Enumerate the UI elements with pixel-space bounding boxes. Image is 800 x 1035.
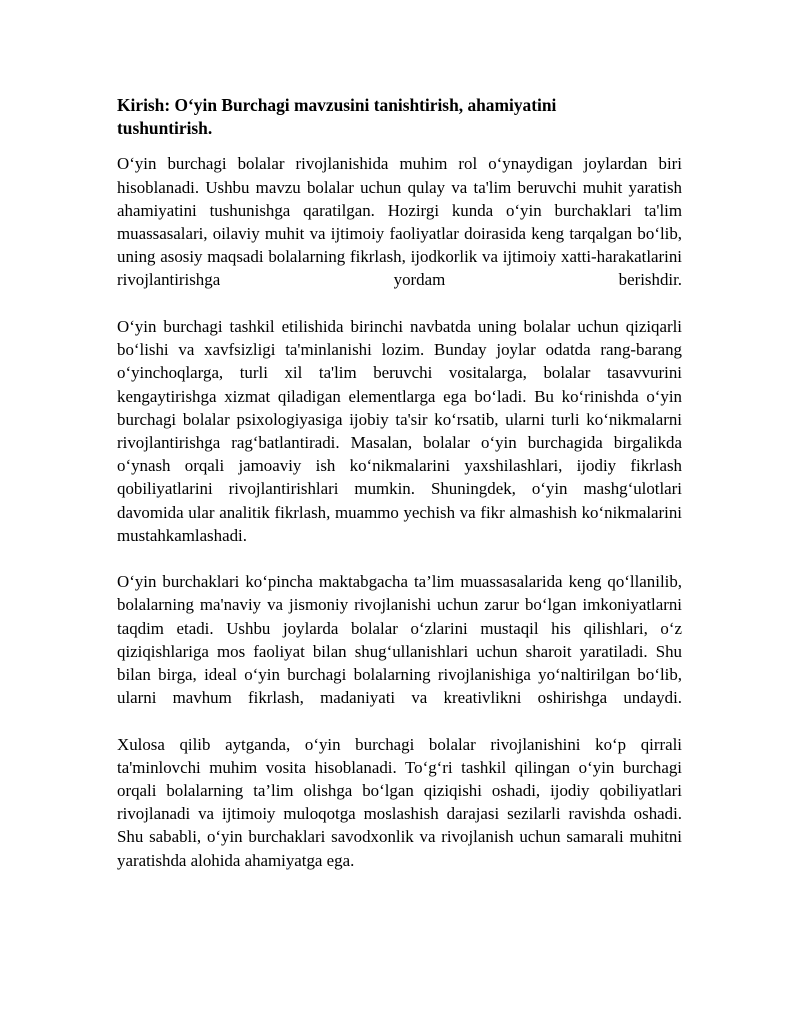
document-heading: Kirish: O‘yin Burchagi mavzusini tanishtirish, ahamiyatini tushuntirish. — [117, 95, 557, 139]
paragraph-introduction: O‘yin burchagi bolalar rivojlanishida muhim rol o‘ynaydigan joylardan biri hisoblanadi. Ushbu mavzu bolalar uchun qulay va ta'lim beruvchi muhit yaratish ahamiyatini tushunishga qaratilgan. Hozirgi kunda o‘yin burchaklari ta'lim muassasalari, oilaviy muhit va ijtimoiy faoliyatlar doirasida keng tarqalgan bo‘lib, uning asosiy maqsadi bolalarning fikrlash, ijodkorlik va ijtimoiy xatti-harakatlarini rivojlantirishga yordam berishdir. — [117, 154, 682, 290]
document-page — [117, 94, 682, 872]
paragraph-preschool-use: O‘yin burchaklari ko‘pincha maktabgacha ta’lim muassasalarida keng qo‘llanilib, bolalarning ma'naviy va jismoniy rivojlanishi uchun zarur bo‘lgan imkoniyatlarni taqdim etadi. Ushbu joylarda bolalar o‘zlarini mustaqil his qilishlari, o‘z qiziqishlariga mos faoliyat bilan shug‘ullanishlari uchun sharoit yaratiladi. Shu bilan birga, ideal o‘yin burchagi bolalarning rivojlanishiga yo‘naltirilgan bo‘lib, ularni mavhum fikrlash, madaniyati va kreativlikni oshirishga undaydi. — [117, 572, 682, 708]
paragraph-conclusion: Xulosa qilib aytganda, o‘yin burchagi bolalar rivojlanishini ko‘p qirrali ta'minlovchi muhim vosita hisoblanadi. To‘g‘ri tashkil qilingan o‘yin burchagi orqali bolalarning ta’lim olishga bo‘lgan qiziqishi oshadi, ijodiy qobiliyatlari rivojlanadi va ijtimoiy muloqotga moslashish darajasi sezilarli ravishda oshadi. Shu sababli, o‘yin burchaklari savodxonlik va rivojlanish uchun samarali muhitni yaratishda alohida ahamiyatga ega. — [117, 734, 682, 870]
paragraph-organization: O‘yin burchagi tashkil etilishida birinchi navbatda uning bolalar uchun qiziqarli bo‘lishi va xavfsizligi ta'minlanishi lozim. Bunday joylar odatda rang-barang o‘yinchoqlarga, turli xil ta'lim beruvchi vositalarga, bolalar tasavvurini kengaytirishga xizmat qiladigan elementlarga ega bo‘ladi. Bu ko‘rinishda o‘yin burchagi bolalar psixologiyasiga ijobiy ta'sir ko‘rsatib, ularni turli ko‘nikmalarni rivojlantirishga rag‘batlantiradi. Masalan, bolalar o‘yin burchagida birgalikda o‘ynash orqali jamoaviy ish ko‘nikmalarini yaxshilashlari, ijodiy fikrlash qobiliyatlarini rivojlantirishlari mumkin. Shuningdek, o‘yin mashg‘ulotlari davomida ular analitik fikrlash, muammo yechish va fikr almashish ko‘nikmalarini mustahkamlashadi. — [117, 317, 682, 545]
